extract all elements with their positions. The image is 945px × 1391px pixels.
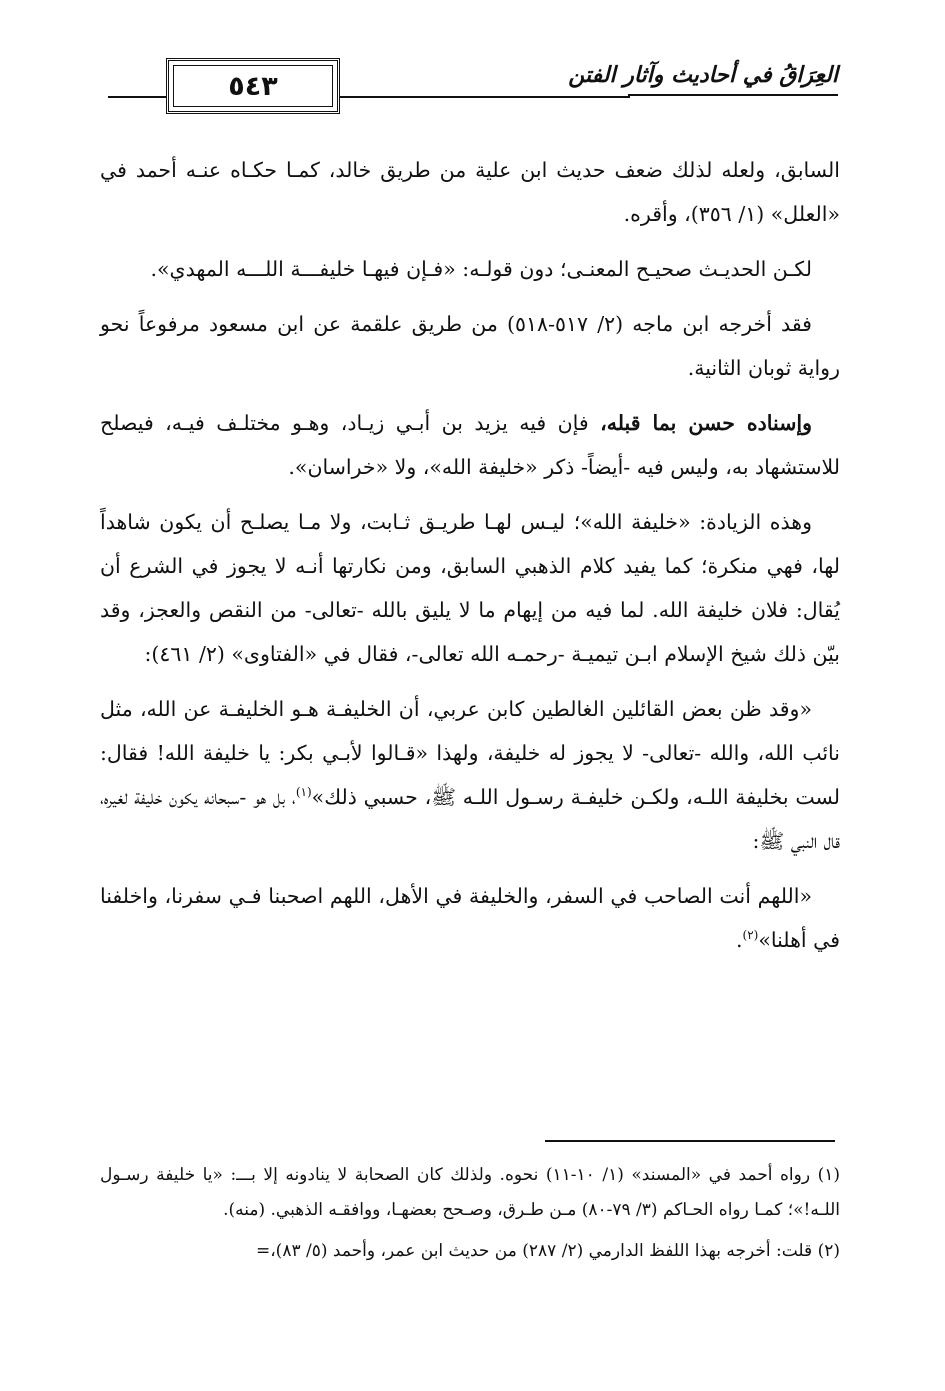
paragraph-6-text: «وقد ظن بعض القائلين الغالطين كابن عربي، أن الخليفـة هـو الخليفـة عن الله، مثل نائب الله، والله -تعالى- لا يجوز له خليفة، ولهذا «قـالوا لأبـي بكر: يا خليفة الله! فقال: لست بخليفة اللـه، ولكـن خليفـة رسـول اللـه ﷺ، حسبي ذلك» — [100, 697, 840, 809]
footnotes — [100, 1158, 840, 1275]
header-rule-left — [108, 96, 166, 98]
paragraph-5: وهذه الزيادة: «خليفة الله»؛ ليـس لهـا طريـق ثـابت، ولا مـا يصلـح أن يكون شاهداً لها، فهي منكرة؛ كما يفيد كلام الذهبي السابق، ومن نكارتها أنـه لا يجوز في الشرع أن يُقال: فلان خليفة الله. لما فيه من إيهام ما لا يليق بالله -تعالى- من النقص والعجز، وقد بيّن ذلك شيخ الإسلام ابـن تيميـة -رحمـه الله تعالى-، فقال في «الفتاوى» (٢/ ٤٦١): — [100, 510, 840, 666]
page-number-frame — [166, 58, 340, 114]
paragraph-6-quote — [100, 687, 840, 863]
footnote-separator — [545, 1140, 835, 1142]
header-rule-middle — [340, 96, 630, 98]
paragraph-2: لكـن الحديـث صحيـح المعنـى؛ دون قولـه: «فـإن فيهـا خليفـــة اللـــه المهدي». — [150, 257, 812, 281]
book-title: العِرَاقُ في أحاديث وآثار الفتن — [628, 62, 838, 96]
paragraph-4-bold: وإسناده حسن بما قبله، — [600, 411, 813, 435]
footnote-ref-1: (١) — [295, 785, 312, 799]
paragraph-7-hadith — [100, 874, 840, 962]
paragraph-4-rest: فإن فيه يزيد بن أبـي زيـاد، وهـو مختلـف فيـه، فيصلح للاستشهاد به، وليس فيه -أيضاً- ذكر «خليفة الله»، ولا «خراسان». — [100, 411, 840, 479]
paragraph-7-end: . — [735, 928, 743, 952]
footnote-1: (١) رواه أحمد في «المسند» (١/ ١٠-١١) نحوه. ولذلك كان الصحابة لا ينادونه إلا بـــ: «يا خليفة رسـول اللـه!»؛ كمـا رواه الحـاكم (٣/ ٧٩-٨٠) مـن طـرق، وصـحح بعضهـا، ووافقـه الذهبي. (منه). — [100, 1165, 840, 1220]
paragraph-7-text: «اللهم أنت الصاحب في السفر، والخليفة في الأهل، اللهم اصحبنا فـي سفرنا، واخلفنا في أهلنا» — [100, 884, 840, 952]
paragraph-6-rest: ، بل هو -سبحانه يكون خليفة لغيره، قال النبي ﷺ: — [100, 785, 840, 853]
main-text — [100, 148, 840, 973]
paragraph-4 — [100, 401, 840, 489]
footnote-2: (٢) قلت: أخرجه بهذا اللفظ الدارمي (٢/ ٢٨٧) من حديث ابن عمر، وأحمد (٥/ ٨٣)،= — [255, 1241, 840, 1261]
page-header — [108, 56, 838, 126]
footnote-ref-2: (٢) — [742, 928, 759, 942]
page-number: ٥٤٣ — [228, 70, 278, 102]
paragraph-3: فقد أخرجه ابن ماجه (٢/ ٥١٧-٥١٨) من طريق علقمة عن ابن مسعود مرفوعاً نحو رواية ثوبان الثانية. — [100, 312, 840, 380]
paragraph-1: السابق، ولعله لذلك ضعف حديث ابن علية من طريق خالد، كمـا حكـاه عنـه أحمد في «العلل» (١/ ٣٥٦)، وأقره. — [100, 158, 840, 226]
